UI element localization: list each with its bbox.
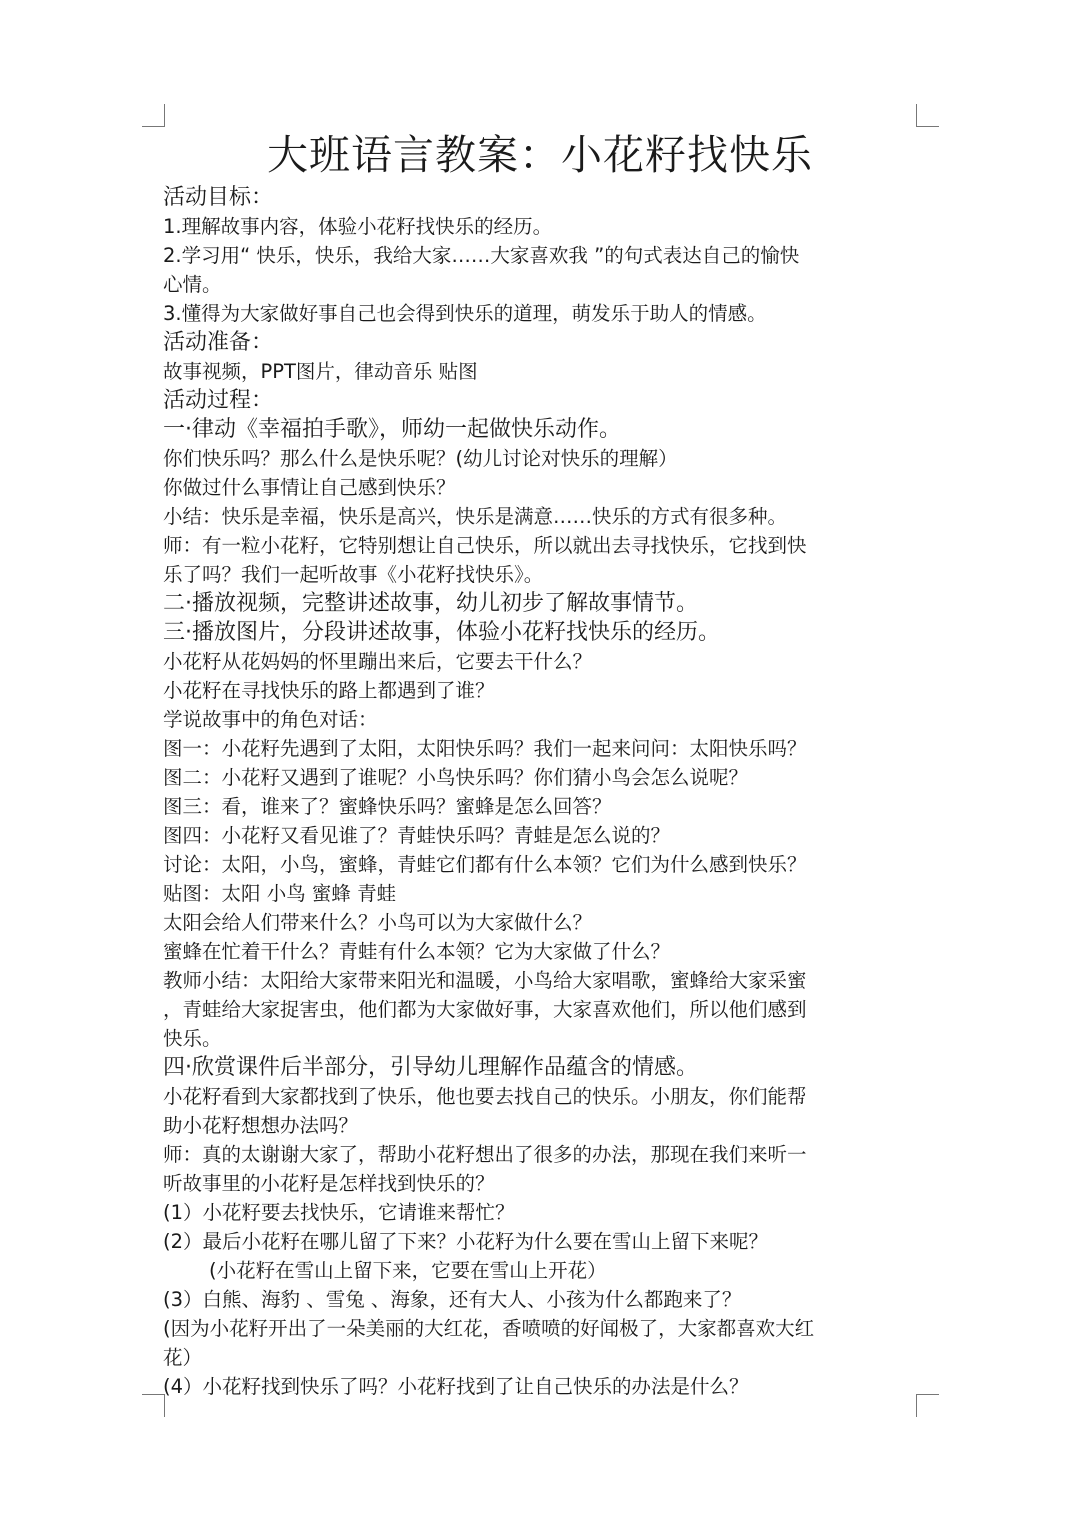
paragraph-line: ，青蛙给大家捉害虫，他们都为大家做好事，大家喜欢他们，所以他们感到 xyxy=(163,998,807,1021)
paragraph-line: 小花籽看到大家都找到了快乐，他也要去找自己的快乐。小朋友，你们能帮 xyxy=(163,1085,807,1108)
paragraph-line: 图三：看，谁来了？蜜蜂快乐吗？蜜蜂是怎么回答？ xyxy=(163,795,612,818)
section-heading: 活动准备： xyxy=(163,330,274,355)
indented-line: (小花籽在雪山上留下来，它要在雪山上开花） xyxy=(209,1259,607,1282)
section-heading: 活动目标： xyxy=(163,185,274,210)
crop-mark-bottom-left xyxy=(142,1394,165,1417)
paragraph-line: 师：真的太谢谢大家了，帮助小花籽想出了很多的办法，那现在我们来听一 xyxy=(163,1143,807,1166)
paragraph-line: (因为小花籽开出了一朵美丽的大红花，香喷喷的好闻极了，大家都喜欢大红 xyxy=(163,1317,815,1340)
paragraph-line: 助小花籽想想办法吗？ xyxy=(163,1114,359,1137)
paragraph-line: 你做过什么事情让自己感到快乐？ xyxy=(163,476,456,499)
paragraph-line: 教师小结：太阳给大家带来阳光和温暖，小鸟给大家唱歌，蜜蜂给大家采蜜 xyxy=(163,969,807,992)
paragraph-line: (1）小花籽要去找快乐，它请谁来帮忙？ xyxy=(163,1201,515,1224)
paragraph-line: 图二：小花籽又遇到了谁呢？小鸟快乐吗？你们猜小鸟会怎么说呢？ xyxy=(163,766,749,789)
page-title: 大班语言教案：小花籽找快乐 xyxy=(267,131,813,179)
paragraph-line: 师：有一粒小花籽，它特别想让自己快乐，所以就出去寻找快乐，它找到快 xyxy=(163,534,807,557)
paragraph-line: 你们快乐吗？那么什么是快乐呢？(幼儿讨论对快乐的理解） xyxy=(163,447,678,470)
paragraph-line: (2）最后小花籽在哪儿留了下来？小花籽为什么要在雪山上留下来呢？ xyxy=(163,1230,769,1253)
paragraph-line: (4）小花籽找到快乐了吗？小花籽找到了让自己快乐的办法是什么？ xyxy=(163,1375,749,1398)
paragraph-line: 小结：快乐是幸福，快乐是高兴，快乐是满意……快乐的方式有很多种。 xyxy=(163,505,788,528)
paragraph-line: 心情。 xyxy=(163,273,222,296)
paragraph-line: 小花籽在寻找快乐的路上都遇到了谁？ xyxy=(163,679,495,702)
crop-mark-top-right xyxy=(916,104,939,127)
paragraph-line: 听故事里的小花籽是怎样找到快乐的？ xyxy=(163,1172,495,1195)
step-heading: 四·欣赏课件后半部分，引导幼儿理解作品蕴含的情感。 xyxy=(163,1055,698,1080)
paragraph-line: (3）白熊、海豹 、雪兔 、海象，还有大人、小孩为什么都跑来了？ xyxy=(163,1288,742,1311)
paragraph-line: 2.学习用“ 快乐，快乐，我给大家……大家喜欢我 ”的句式表达自己的愉快 xyxy=(163,244,800,267)
paragraph-line: 蜜蜂在忙着干什么？青蛙有什么本领？它为大家做了什么？ xyxy=(163,940,671,963)
paragraph-line: 1.理解故事内容，体验小花籽找快乐的经历。 xyxy=(163,215,553,238)
paragraph-line: 乐了吗？我们一起听故事《小花籽找快乐》。 xyxy=(163,563,544,586)
paragraph-line: 快乐。 xyxy=(163,1027,222,1050)
paragraph-line: 花） xyxy=(163,1346,203,1369)
step-heading: 三·播放图片，分段讲述故事，体验小花籽找快乐的经历。 xyxy=(163,620,720,645)
paragraph-line: 3.懂得为大家做好事自己也会得到快乐的道理，萌发乐于助人的情感。 xyxy=(163,302,767,325)
paragraph-line: 小花籽从花妈妈的怀里蹦出来后，它要去干什么？ xyxy=(163,650,593,673)
paragraph-line: 学说故事中的角色对话： xyxy=(163,708,378,731)
section-heading: 活动过程： xyxy=(163,388,274,413)
crop-mark-top-left xyxy=(142,104,165,127)
paragraph-line: 讨论：太阳，小鸟，蜜蜂，青蛙它们都有什么本领？它们为什么感到快乐？ xyxy=(163,853,807,876)
paragraph-line: 故事视频，PPT图片，律动音乐 贴图 xyxy=(163,360,478,383)
document-body xyxy=(163,183,923,1401)
step-heading: 一·律动《幸福拍手歌》，师幼一起做快乐动作。 xyxy=(163,417,621,442)
paragraph-line: 贴图：太阳 小鸟 蜜蜂 青蛙 xyxy=(163,882,397,905)
paragraph-line: 图一：小花籽先遇到了太阳，太阳快乐吗？我们一起来问问：太阳快乐吗？ xyxy=(163,737,807,760)
step-heading: 二·播放视频，完整讲述故事，幼儿初步了解故事情节。 xyxy=(163,591,698,616)
paragraph-line: 太阳会给人们带来什么？小鸟可以为大家做什么？ xyxy=(163,911,593,934)
paragraph-line: 图四：小花籽又看见谁了？青蛙快乐吗？青蛙是怎么说的？ xyxy=(163,824,671,847)
